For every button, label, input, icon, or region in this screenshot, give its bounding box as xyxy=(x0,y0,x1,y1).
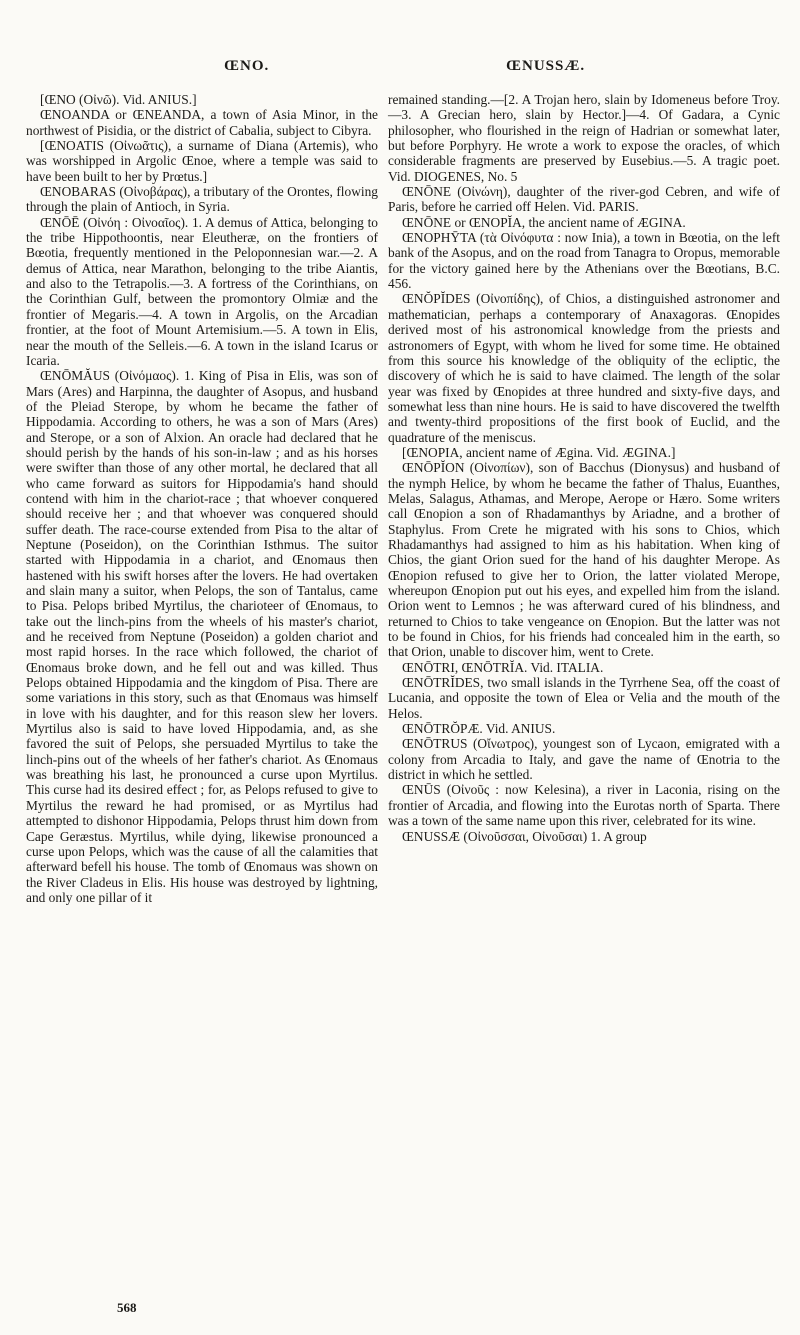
entry-oenomaus: ŒNŌMĂUS (Οἰνόμαος). 1. King of Pisa in Elis, was son of Mars (Ares) and Harpinna, the daughter of Asopus, and husband of the Pleiad Sterope, by whom he became the father of Hippodamia. According to others, he was a son of Mars (Ares) and Sterope, or a son of Alxion. An oracle had declared that he should perish by the hands of his son-in-law ; and as his horses were swifter than those of any other mortal, he declared that all who came forward as suitors for Hippodamia's hand should contend with him in the chariot-race ; that whoever conquered should receive her ; and that whoever was conquered should suffer death. The race-course extended from Pisa to the altar of Neptune (Poseidon), on the Corinthian Isthmus. The suitor started with Hippodamia in a chariot, and Œnomaus then hastened with his swift horses after the lovers. He had overtaken and slain many a suitor, when Pelops, the son of Tantalus, came to Pisa. Pelops bribed Myrtilus, the charioteer of Œnomaus, to take out the linch-pins from the wheels of his master's chariot, and he received from Neptune (Poseidon) a golden chariot and most rapid horses. In the race which followed, the chariot of Œnomaus broke down, and he fell out and was killed. Thus Pelops obtained Hippodamia and the kingdom of Pisa. There are some variations in this story, such as that Œnomaus was himself in love with his daughter, and for this reason slew her lovers. Myrtilus also is said to have loved Hippodamia, and, as she favored the suit of Pelops, she persuaded Myrtilus to take the linch-pins out of the wheels of her father's chariot. As Œnomaus was breathing his last, he pronounced a curse upon Myrtilus. This curse had its desired effect ; for, as Pelops refused to give to Myrtilus the reward he had promised, or as Myrtilus had attempted to dishonor Hippodamia, Pelops thrust him down from Cape Geræstus. Myrtilus, while dying, likewise pronounced a curse upon Pelops, which was the cause of all the calamities that afterward befell his house. The tomb of Œnomaus was shown on the River Cladeus in Elis. His house was destroyed by lightning, and only one pillar of it xyxy=(26,368,378,905)
entry-oenone-oenopia: ŒNŌNE or ŒNOPĬA, the ancient name of ÆGINA. xyxy=(402,214,686,230)
entry-oenotri: ŒNŌTRI, ŒNŌTRĬA. Vid. ITALIA. xyxy=(402,659,604,675)
left-column xyxy=(26,92,378,905)
entry-oenotrus: ŒNŌTRUS (Οἴνωτρος), youngest son of Lycaon, emigrated with a colony from Arcadia to Italy, and gave the name of Œnotria to the district in which he settled. xyxy=(388,736,780,783)
entry-oenobaras: ŒNOBARAS (Οἰνοβάρας), a tributary of the Orontes, flowing through the plain of Antioch, in Syria. xyxy=(26,184,378,215)
entry-oenoe: ŒNŌĒ (Οἰνόη : Οἰνοαῖος). 1. A demus of Attica, belonging to the tribe Hippothoontis, near Eleutheræ, on the frontiers of Bœotia, frequently mentioned in the Peloponnesian war.—2. A demus of Attica, near Marathon, belonging to the tribe Aiantis, and also to the Tetrapolis.—3. A fortress of the Corinthians, on the Corinthian Gulf, between the promontory Olmiæ and the frontier of Megaris.—4. A town in Argolis, on the Arcadian frontier, at the foot of Mount Artemisium.—5. A town in Elis, near the mouth of the Selleis.—6. A town in the island Icarus or Icaria. xyxy=(26,214,378,368)
entry-oenoanda: ŒNOANDA or ŒNEANDA, a town of Asia Minor, in the northwest of Pisidia, or the district of Cabalia, subject to Cibyra. xyxy=(26,107,378,138)
entry-oenotropae: ŒNŌTRŎPÆ. Vid. ANIUS. xyxy=(402,721,556,737)
entry-oeno: [ŒNO (Οἰνῶ). Vid. ANIUS.] xyxy=(40,92,197,107)
right-column xyxy=(388,92,780,844)
entry-oenomaus-continued: remained standing.—[2. A Trojan hero, slain by Idomeneus before Troy.—3. A Grecian hero, slain by Hector.]—4. Of Gadara, a Cynic philosopher, who flourished in the reign of Hadrian or somewhat later, but before Porphyry. He wrote a work to expose the oracles, of which considerable fragments are preserved by Eusebius.—5. A tragic poet. Vid. DIOGENES, No. 5 xyxy=(388,92,780,184)
entry-oenopia: [ŒNOPIA, ancient name of Ægina. Vid. ÆGINA.] xyxy=(402,444,676,460)
entry-oenoatis: [ŒNOATIS (Οἰνωᾶτις), a surname of Diana (Artemis), who was worshipped in Argolic Œnoe, where a temple was said to have been built to her by Prœtus.] xyxy=(26,138,378,184)
running-head-left: ŒNO. xyxy=(224,58,270,74)
entry-oenophyta: ŒNOPHȲTA (τὰ Οἰνόφυτα : now Inia), a town in Bœotia, on the left bank of the Asopus, and on the road from Tanagra to Oropus, memorable for the victory gained here by the Athenians over the Bœotians, B.C. 456. xyxy=(388,230,780,292)
entry-oenussae: ŒNUSSÆ (Οἰνοῦσσαι, Οἰνοῦσαι) 1. A group xyxy=(402,828,647,844)
entry-oenotrides: ŒNŌTRĬDES, two small islands in the Tyrrhene Sea, off the coast of Lucania, and opposite the town of Elea or Velia and the mouth of the Helos. xyxy=(388,675,780,721)
entry-oenopion: ŒNŌPĬON (Οἰνοπίων), son of Bacchus (Dionysus) and husband of the nymph Helice, by whom he became the father of Thalus, Euanthes, Melas, Salagus, Athamas, and Merope, Aerope or Hæro. Some writers call Œnopion a son of Rhadamanthys by Ariadne, and a brother of Staphylus. From Crete he migrated with his sons to Chios, which Rhadamanthys had assigned to him as his habitation. When king of Chios, the giant Orion sued for the hand of his daughter Merope. As Œnopion refused to give her to Orion, the latter violated Merope, whereupon Œnopion put out his eyes, and expelled him from the island. Orion went to Lemnos ; he was afterward cured of his blindness, and returned to Chios to take vengeance on Œnopion. But the latter was not to be found in Chios, for his friends had concealed him in the earth, so that Orion, unable to discover him, went to Crete. xyxy=(388,460,780,660)
entry-oenopides: ŒNŎPĬDES (Οἰνοπίδης), of Chios, a distinguished astronomer and mathematician, perhaps a contemporary of Anaxagoras. Œnopides derived most of his astronomical knowledge from the priests and astronomers of Egypt, with whom he lived for some time. He obtained from this source his knowledge of the obliquity of the ecliptic, the discovery of which he is said to have claimed. The length of the solar year was fixed by Œnopides at three hundred and sixty-five days, and somewhat less than nine hours. He is said to have discovered the twelfth and twenty-third propositions of the first book of Euclid, and the quadrature of the meniscus. xyxy=(388,291,780,445)
page-number: 568 xyxy=(117,1300,137,1315)
running-head-right: ŒNUSSÆ. xyxy=(506,58,586,74)
entry-oenus: ŒNŪS (Οἰνοῦς : now Kelesina), a river in Laconia, rising on the frontier of Arcadia, and flowing into the Eurotas north of Sparta. There was a town of the same name upon this river, celebrated for its wine. xyxy=(388,782,780,829)
entry-oenone: ŒNŌNE (Οἰνώνη), daughter of the river-god Cebren, and wife of Paris, before he carried off Helen. Vid. PARIS. xyxy=(388,184,780,215)
